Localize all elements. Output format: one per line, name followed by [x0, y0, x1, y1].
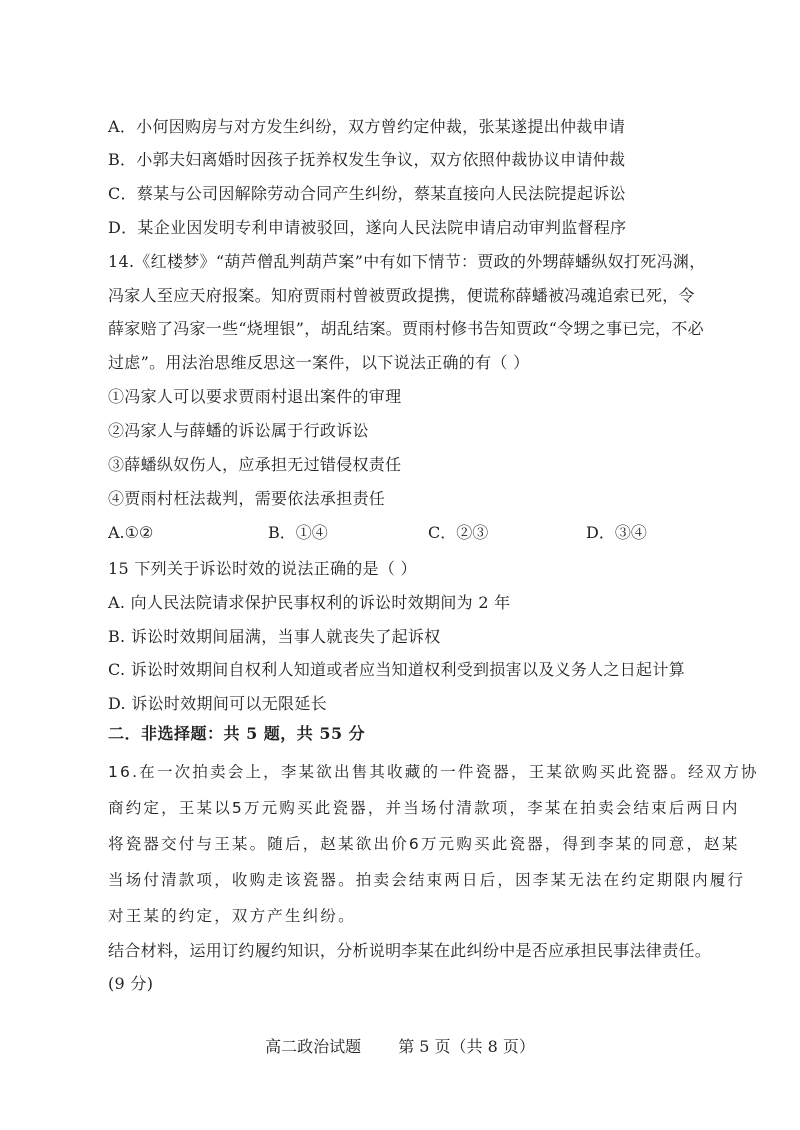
q14-answer-options: [108, 522, 647, 544]
q13-option-d: D．某企业因发明专利申请被驳回，遂向人民法院申请启动审判监督程序: [108, 218, 627, 237]
q14-item-1: ①冯家人可以要求贾雨村退出案件的审理: [108, 387, 402, 406]
q13-option-b: B．小郭夫妇离婚时因孩子抚养权发生争议，双方依照仲裁协议申请仲裁: [108, 150, 626, 169]
q16-points: (9 分): [108, 974, 154, 993]
q14-stem-line-3: 薛家赔了冯家一些“烧埋银”，胡乱结案。贾雨村修书告知贾政“令甥之事已完，不必: [108, 319, 704, 338]
q13-option-a: A．小何因购房与对方发生纠纷，双方曾约定仲裁，张某遂提出仲裁申请: [108, 117, 626, 136]
q14-option-a: A.①②: [108, 523, 154, 542]
q16-material-line-2: 商约定，王某以5万元购买此瓷器，并当场付清款项，李某在拍卖会结束后两日内: [108, 799, 740, 817]
q16-material-line-4: 当场付清款项，收购走该瓷器。拍卖会结束两日后，因李某无法在约定期限内履行: [108, 871, 746, 889]
section-2-heading: 二．非选择题：共 5 题，共 55 分: [108, 724, 366, 743]
footer-subject: 高二政治试题: [265, 1037, 362, 1056]
q14-stem-line-2: 冯家人至应天府报案。知府贾雨村曾被贾政提携，便谎称薛蟠被冯魂追索已死，令: [108, 286, 695, 305]
q16-question: 结合材料，运用订约履约知识，分析说明李某在此纠纷中是否应承担民事法律责任。: [108, 941, 712, 960]
q14-item-3: ③薛蟠纵奴伤人，应承担无过错侵权责任: [108, 455, 402, 474]
q14-option-c: C．②③: [428, 523, 489, 542]
q16-material-line-1: 16.在一次拍卖会上，李某欲出售其收藏的一件瓷器，王某欲购买此瓷器。经双方协: [108, 763, 759, 781]
q14-stem-line-4: 过虑”。用法治思维反思这一案件，以下说法正确的有（ ）: [108, 353, 530, 372]
q16-material-line-5: 对王某的约定，双方产生纠纷。: [108, 907, 356, 925]
q15-option-d: D. 诉讼时效期间可以无限延长: [108, 694, 327, 713]
q13-option-c: C．蔡某与公司因解除劳动合同产生纠纷，蔡某直接向人民法院提起诉讼: [108, 184, 626, 203]
q15-option-b: B. 诉讼时效期间届满，当事人就丧失了起诉权: [108, 627, 441, 646]
q14-item-2: ②冯家人与薛蟠的诉讼属于行政诉讼: [108, 421, 369, 440]
q15-option-c: C. 诉讼时效期间自权利人知道或者应当知道权利受到损害以及义务人之日起计算: [108, 660, 685, 679]
footer-page-number: 第 5 页（共 8 页）: [398, 1037, 535, 1056]
q15-stem: 15 下列关于诉讼时效的说法正确的是（ ）: [108, 559, 417, 578]
q16-material-line-3: 将瓷器交付与王某。随后，赵某欲出价6万元购买此瓷器，得到李某的同意，赵某: [108, 835, 740, 853]
q14-option-b: B．①④: [268, 523, 328, 542]
q14-item-4: ④贾雨村枉法裁判，需要依法承担责任: [108, 489, 386, 508]
q14-option-d: D．③④: [586, 523, 647, 542]
page-footer: [0, 1036, 800, 1058]
q15-option-a: A. 向人民法院请求保护民事权利的诉讼时效期间为 2 年: [108, 593, 511, 612]
q14-stem-line-1: 14.《红楼梦》“葫芦僧乱判葫芦案”中有如下情节：贾政的外甥薛蟠纵奴打死冯渊，: [108, 252, 706, 271]
